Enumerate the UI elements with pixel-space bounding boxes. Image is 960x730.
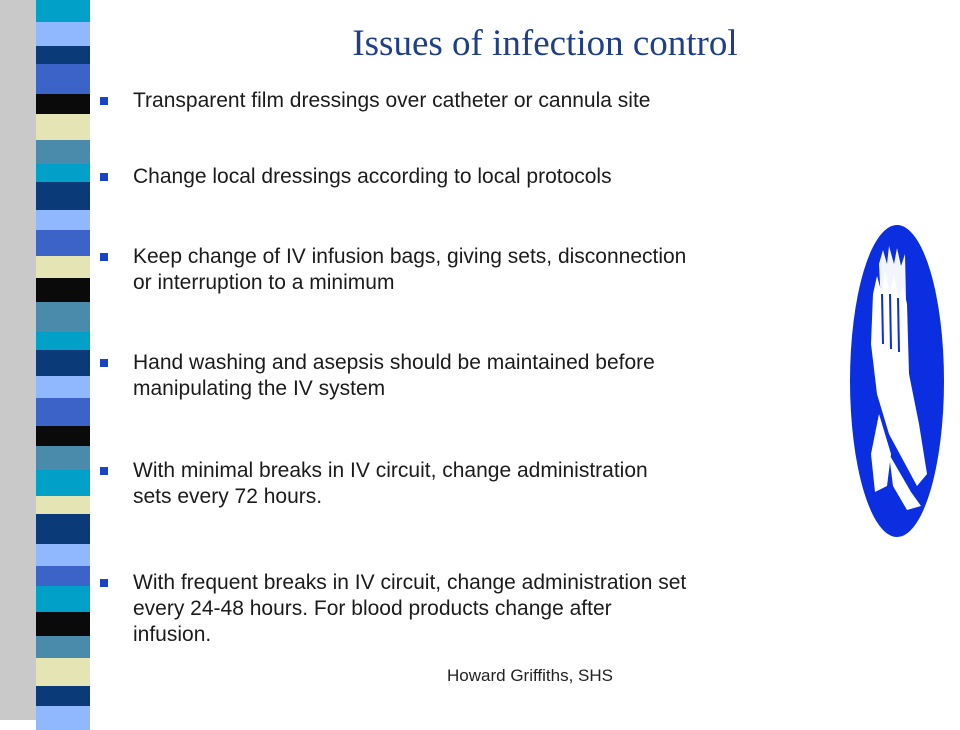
bullet-line: Change local dressings according to local protocols <box>133 165 612 188</box>
bullet-line: every 24-48 hours. For blood products change after <box>133 597 612 620</box>
stripe-segment <box>36 446 90 470</box>
bullet-line: manipulating the IV system <box>133 377 386 400</box>
bullet-item <box>98 88 846 114</box>
stripe-segment <box>36 94 90 114</box>
bullet-line: or interruption to a minimum <box>133 271 395 294</box>
stripe-segment <box>36 612 90 636</box>
stripe-segment <box>36 398 90 426</box>
stripe-segment <box>36 332 90 350</box>
bullet-line: Hand washing and asepsis should be maintained before <box>133 351 655 374</box>
stripe-segment <box>36 376 90 398</box>
bullet-line: With frequent breaks in IV circuit, change administration set <box>133 571 687 594</box>
bullet-item <box>98 458 846 510</box>
stripe-segment <box>36 544 90 566</box>
bullet-item <box>98 570 846 648</box>
bullet-line: With minimal breaks in IV circuit, change administration <box>133 459 648 482</box>
stripe-segment <box>36 182 90 210</box>
bullet-line: Transparent film dressings over catheter or cannula site <box>133 89 651 112</box>
stripe-segment <box>36 278 90 302</box>
square-bullet-icon <box>100 359 108 367</box>
square-bullet-icon <box>100 579 108 587</box>
square-bullet-icon <box>100 253 108 261</box>
square-bullet-icon <box>100 467 108 475</box>
stripe-segment <box>36 636 90 658</box>
stripe-segment <box>36 706 90 730</box>
stripe-segment <box>36 256 90 278</box>
stripe-segment <box>36 230 90 256</box>
square-bullet-icon <box>100 97 108 105</box>
slide-footer: Howard Griffiths, SHS <box>447 666 613 685</box>
stripe-segment <box>36 350 90 376</box>
stripe-segment <box>36 496 90 514</box>
stripe-segment <box>36 470 90 496</box>
stripe-segment <box>36 302 90 332</box>
stripe-segment <box>36 164 90 182</box>
stripe-segment <box>36 140 90 164</box>
bullet-line: sets every 72 hours. <box>133 485 323 508</box>
stripe-column <box>36 0 90 720</box>
slide-title: Issues of infection control <box>352 23 738 64</box>
decorative-stripe <box>0 0 110 720</box>
stripe-segment <box>36 426 90 446</box>
stripe-segment <box>36 566 90 586</box>
square-bullet-icon <box>100 173 108 181</box>
stripe-segment <box>36 514 90 544</box>
stripe-segment <box>36 586 90 612</box>
bullet-line: Keep change of IV infusion bags, giving sets, disconnection <box>133 245 687 268</box>
bullet-item <box>98 244 846 296</box>
stripe-segment <box>36 686 90 706</box>
stripe-segment <box>36 64 90 94</box>
hand-washing-sign-icon <box>849 224 945 538</box>
bullet-item <box>98 164 846 190</box>
stripe-segment <box>36 114 90 140</box>
stripe-segment <box>36 0 90 22</box>
bullet-item <box>98 350 846 402</box>
stripe-segment <box>36 210 90 230</box>
bullet-line: infusion. <box>133 623 212 646</box>
